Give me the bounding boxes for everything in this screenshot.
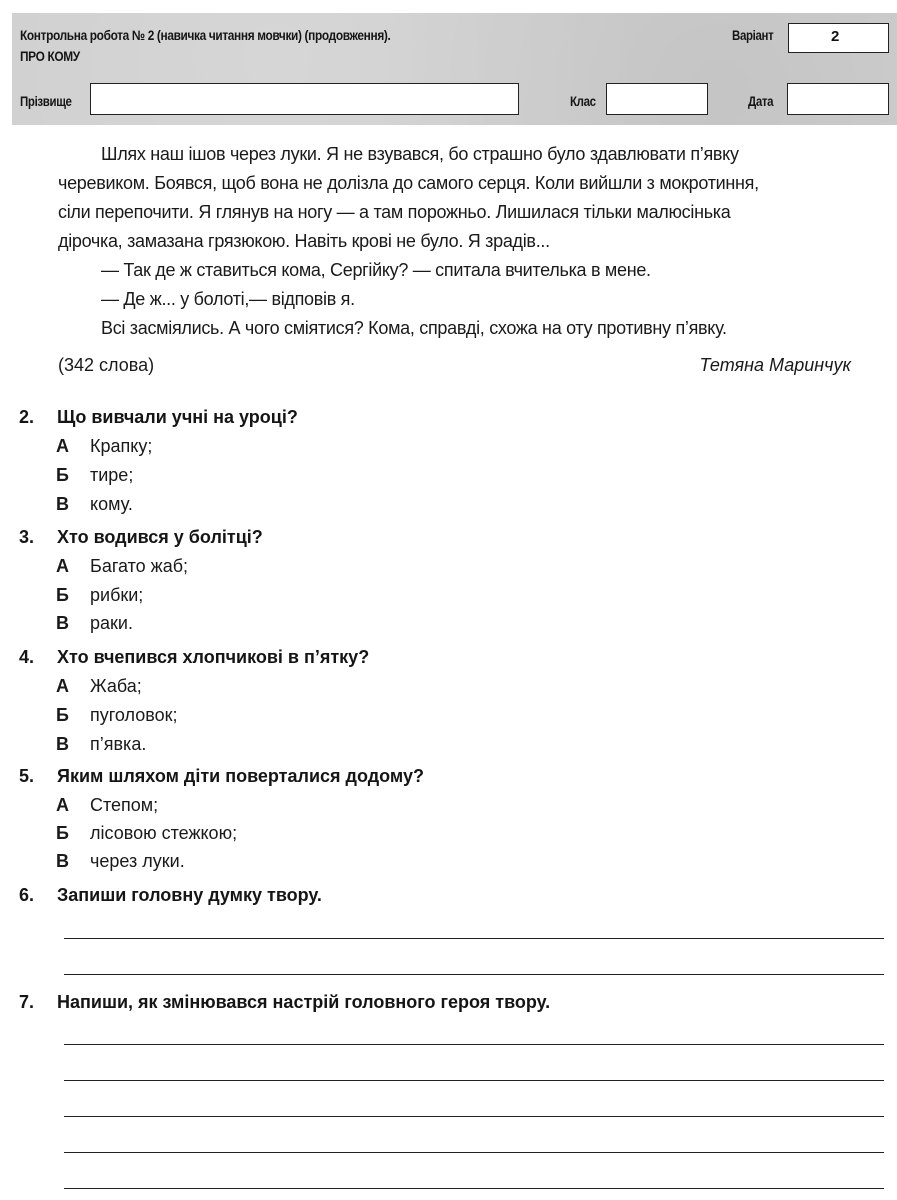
question-number: 2. [19, 407, 35, 427]
option-a[interactable] [56, 436, 152, 457]
option-text: пуголовок; [90, 705, 178, 725]
question-text: Що вивчали учні на уроці? [57, 407, 298, 427]
answer-line[interactable] [64, 974, 884, 975]
story-line: — Де ж... у болоті,— відповів я. [101, 289, 355, 309]
question-number: 6. [19, 885, 35, 905]
question-text: Напиши, як змінювався настрій головного героя твору. [57, 992, 551, 1012]
question-4 [19, 647, 369, 668]
date-label: Дата [748, 94, 774, 109]
answer-line[interactable] [64, 1188, 884, 1189]
story-line: черевиком. Боявся, щоб вона не долізла до самого серця. Коли вийшли з мокротиння, [58, 173, 759, 193]
option-c[interactable] [56, 734, 146, 755]
option-letter: В [56, 734, 69, 754]
option-b[interactable] [56, 823, 237, 844]
test-subtitle: ПРО КОМУ [20, 49, 80, 64]
class-label: Клас [570, 94, 596, 109]
option-letter: В [56, 494, 69, 514]
author-name: Тетяна Маринчук [699, 355, 851, 375]
option-letter: Б [56, 465, 69, 485]
option-text: Жаба; [90, 676, 142, 696]
story-text [58, 140, 858, 343]
option-text: тире; [90, 465, 134, 485]
option-letter: А [56, 676, 69, 696]
option-letter: Б [56, 823, 69, 843]
story-line: Всі засміялись. А чого сміятися? Кома, справді, схожа на оту противну п’явку. [101, 318, 727, 338]
question-text: Хто вчепився хлопчикові в п’ятку? [57, 647, 370, 667]
option-text: лісовою стежкою; [90, 823, 238, 843]
story-line: дірочка, замазана грязюкою. Навіть крові не було. Я зрадів... [58, 231, 550, 251]
option-letter: А [56, 556, 69, 576]
question-number: 4. [19, 647, 35, 667]
answer-line[interactable] [64, 1080, 884, 1081]
option-letter: Б [56, 585, 69, 605]
test-title: Контрольна робота № 2 (навичка читання мовчки) (продовження). [20, 28, 391, 43]
option-a[interactable] [56, 795, 158, 816]
date-field[interactable] [787, 83, 889, 115]
story-line: Шлях наш ішов через луки. Я не взувався, бо страшно було здавлювати п’явку [101, 144, 739, 164]
question-text: Запиши головну думку твору. [57, 885, 322, 905]
class-field[interactable] [606, 83, 708, 115]
question-3 [19, 527, 263, 548]
option-text: Степом; [90, 795, 159, 815]
question-number: 5. [19, 766, 35, 786]
option-text: Крапку; [90, 436, 153, 456]
answer-line[interactable] [64, 938, 884, 939]
surname-label: Прізвище [20, 94, 72, 109]
option-text: через луки. [90, 851, 185, 871]
variant-label: Варіант [732, 28, 774, 43]
option-text: Багато жаб; [90, 556, 189, 576]
option-text: рибки; [90, 585, 144, 605]
option-letter: Б [56, 705, 69, 725]
story-line: сіли перепочити. Я глянув на ногу — а там порожньо. Лишилася тільки малюсінька [58, 202, 731, 222]
option-b[interactable] [56, 585, 143, 606]
story-line: — Так де ж ставиться кома, Сергійку? — спитала вчителька в мене. [101, 260, 651, 280]
answer-line[interactable] [64, 1152, 884, 1153]
option-c[interactable] [56, 494, 133, 515]
question-2 [19, 407, 298, 428]
option-c[interactable] [56, 613, 133, 634]
option-letter: А [56, 795, 69, 815]
answer-line[interactable] [64, 1044, 884, 1045]
answer-line[interactable] [64, 1116, 884, 1117]
variant-value: 2 [831, 28, 840, 45]
variant-field[interactable] [788, 23, 889, 53]
option-c[interactable] [56, 851, 185, 872]
option-b[interactable] [56, 705, 178, 726]
option-letter: В [56, 851, 69, 871]
option-text: кому. [90, 494, 133, 514]
question-6 [19, 885, 322, 906]
question-text: Хто водився у болітці? [57, 527, 263, 547]
option-a[interactable] [56, 556, 188, 577]
option-text: раки. [90, 613, 133, 633]
question-text: Яким шляхом діти поверталися додому? [57, 766, 424, 786]
surname-field[interactable] [90, 83, 519, 115]
option-a[interactable] [56, 676, 142, 697]
question-5 [19, 766, 424, 787]
word-count: (342 слова) [58, 355, 155, 375]
question-7 [19, 992, 550, 1013]
option-letter: В [56, 613, 69, 633]
option-text: п’явка. [90, 734, 147, 754]
option-letter: А [56, 436, 69, 456]
question-number: 3. [19, 527, 35, 547]
question-number: 7. [19, 992, 35, 1012]
option-b[interactable] [56, 465, 133, 486]
